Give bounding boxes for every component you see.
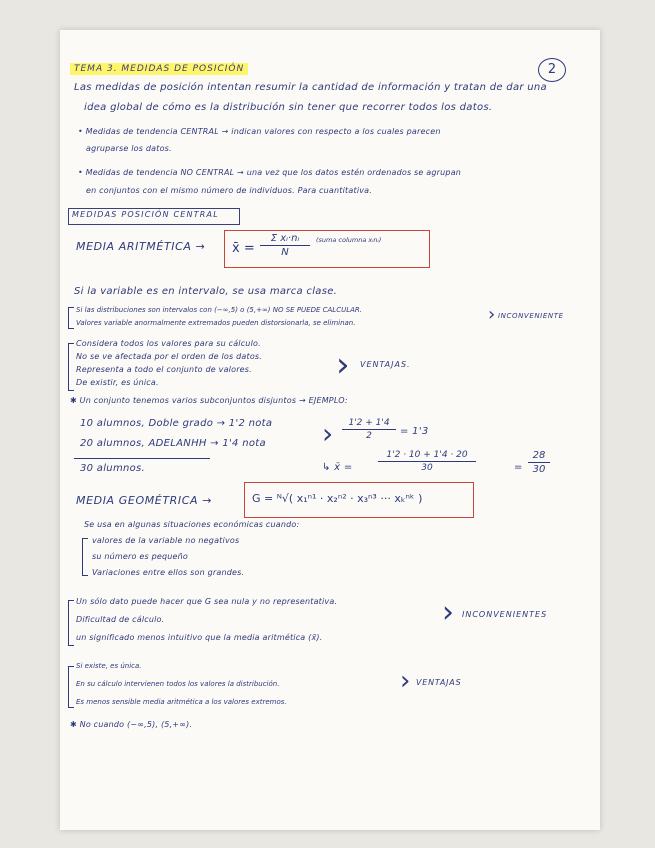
arith-fraction [260, 233, 310, 258]
frac1-denominator: 2 [366, 431, 372, 441]
sum-rule [74, 458, 210, 459]
page-title [70, 56, 248, 75]
geom-label: MEDIA GEOMÉTRICA → [76, 494, 213, 507]
interval-note: Si la variable es en intervalo, se usa marca clase. [74, 286, 338, 297]
inconv2-label: INCONVENIENTES [462, 610, 548, 619]
ventajas2-line: Si existe, es única. [76, 662, 142, 670]
frac3-denominator: 30 [532, 464, 546, 475]
bullet-line: agruparse los datos. [86, 144, 172, 153]
arith-denominator: N [281, 247, 289, 258]
brace-inconvenientes-2 [68, 600, 74, 646]
bullet-line: • Medidas de tendencia CENTRAL → indican valores con respecto a los cuales parecen [78, 127, 441, 136]
ventajas2-line: Es menos sensible media aritmética a los valores extremos. [76, 698, 287, 706]
ventajas2-line: En su cálculo intervienen todos los valores la distribución. [76, 680, 280, 688]
example-intro: ✱ Un conjunto tenemos varios subconjuntos disjuntos → EJEMPLO: [70, 396, 348, 405]
chevron-icon: › [400, 666, 411, 696]
bullet-line: en conjuntos con el mismo número de individuos. Para cuantitativa. [86, 186, 373, 195]
geom-use-line: su número es pequeño [92, 552, 189, 561]
brace-ventajas-2 [68, 666, 74, 708]
inconv1-line: Si las distribuciones son intervalos con (−∞,5) o (5,+∞) NO SE PUEDE CALCULAR. [76, 306, 362, 314]
intro-line: Las medidas de posición intentan resumir la cantidad de información y tratan de dar una [74, 82, 547, 93]
arith-numerator: Σ xᵢ·nᵢ [270, 233, 300, 244]
frac2-numerator: 1'2 · 10 + 1'4 · 20 [386, 450, 468, 460]
ventajas1-line: Considera todos los valores para su cálculo. [76, 339, 261, 348]
brace-ventajas-1 [68, 343, 74, 391]
geom-use-line: Variaciones entre ellos son grandes. [92, 568, 245, 577]
inconv2-line: Un sólo dato puede hacer que G sea nula y no representativa. [76, 597, 338, 606]
example-row: 10 alumnos, Doble grado → 1'2 nota [80, 418, 273, 429]
frac3-equals: = [514, 462, 523, 473]
example-row: 20 alumnos, ADELANHH → 1'4 nota [80, 438, 266, 449]
ventajas1-line: De existir, es única. [76, 378, 159, 387]
fraction-bar [528, 462, 550, 463]
inconv2-line: Dificultad de cálculo. [76, 615, 165, 624]
frac1-numerator: 1'2 + 1'4 [348, 418, 390, 428]
fraction-bar [342, 429, 396, 430]
chevron-icon: › [336, 345, 350, 385]
ventajas1-line: Representa a todo el conjunto de valores. [76, 365, 252, 374]
fraction-bar [378, 461, 476, 462]
geom-use-line: valores de la variable no negativos [92, 536, 240, 545]
frac2-denominator: 30 [421, 463, 433, 473]
example-fraction-1 [342, 418, 396, 441]
inconv1-line: Valores variable anormalmente extremados pueden distorsionarla, se eliminan. [76, 319, 356, 327]
example-fraction-2 [378, 450, 476, 473]
frac1-result: = 1'3 [400, 426, 429, 437]
ventajas2-label: VENTAJAS [416, 678, 462, 687]
title-highlight: TEMA 3. MEDIDAS DE POSICIÓN [70, 63, 248, 75]
brace-geom-use [82, 538, 88, 576]
geom-use-intro: Se usa en algunas situaciones económicas cuando: [84, 520, 300, 529]
geom-formula: G = ᴺ√( x₁ⁿ¹ · x₂ⁿ² · x₃ⁿ³ ··· xₖⁿᵏ ) [252, 492, 423, 505]
frac3-numerator: 28 [532, 450, 546, 461]
example-fraction-3 [528, 450, 550, 475]
result-prefix: ↳ x̄ = [322, 462, 353, 473]
bullet-line: • Medidas de tendencia NO CENTRAL → una vez que los datos estén ordenados se agrupan [78, 168, 462, 177]
example-row: 30 alumnos. [80, 463, 146, 474]
ventajas1-line: No se ve afectada por el orden de los datos. [76, 352, 263, 361]
arith-xbar: x̄ = [232, 241, 255, 256]
section-heading-central: MEDIDAS POSICIÓN CENTRAL [72, 210, 219, 219]
fraction-bar [260, 245, 310, 246]
chevron-icon: › [488, 304, 496, 325]
ventajas1-label: VENTAJAS. [360, 360, 411, 369]
intro-line: idea global de cómo es la distribución sin tener que recorrer todos los datos. [84, 102, 493, 113]
notebook-page [60, 30, 600, 830]
inconv1-label: INCONVENIENTE [498, 312, 564, 320]
arith-label: MEDIA ARITMÉTICA → [76, 240, 206, 253]
chevron-icon: › [322, 417, 334, 450]
arith-note: (suma columna xᵢnᵢ) [316, 236, 382, 244]
inconv2-line: un significado menos intuitivo que la media aritmética (x̄). [76, 633, 323, 642]
final-note: ✱ No cuando (−∞,5), (5,+∞). [70, 720, 193, 729]
chevron-icon: › [442, 595, 454, 630]
brace-inconvenientes-1 [68, 307, 74, 329]
page-number: 2 [538, 58, 566, 82]
